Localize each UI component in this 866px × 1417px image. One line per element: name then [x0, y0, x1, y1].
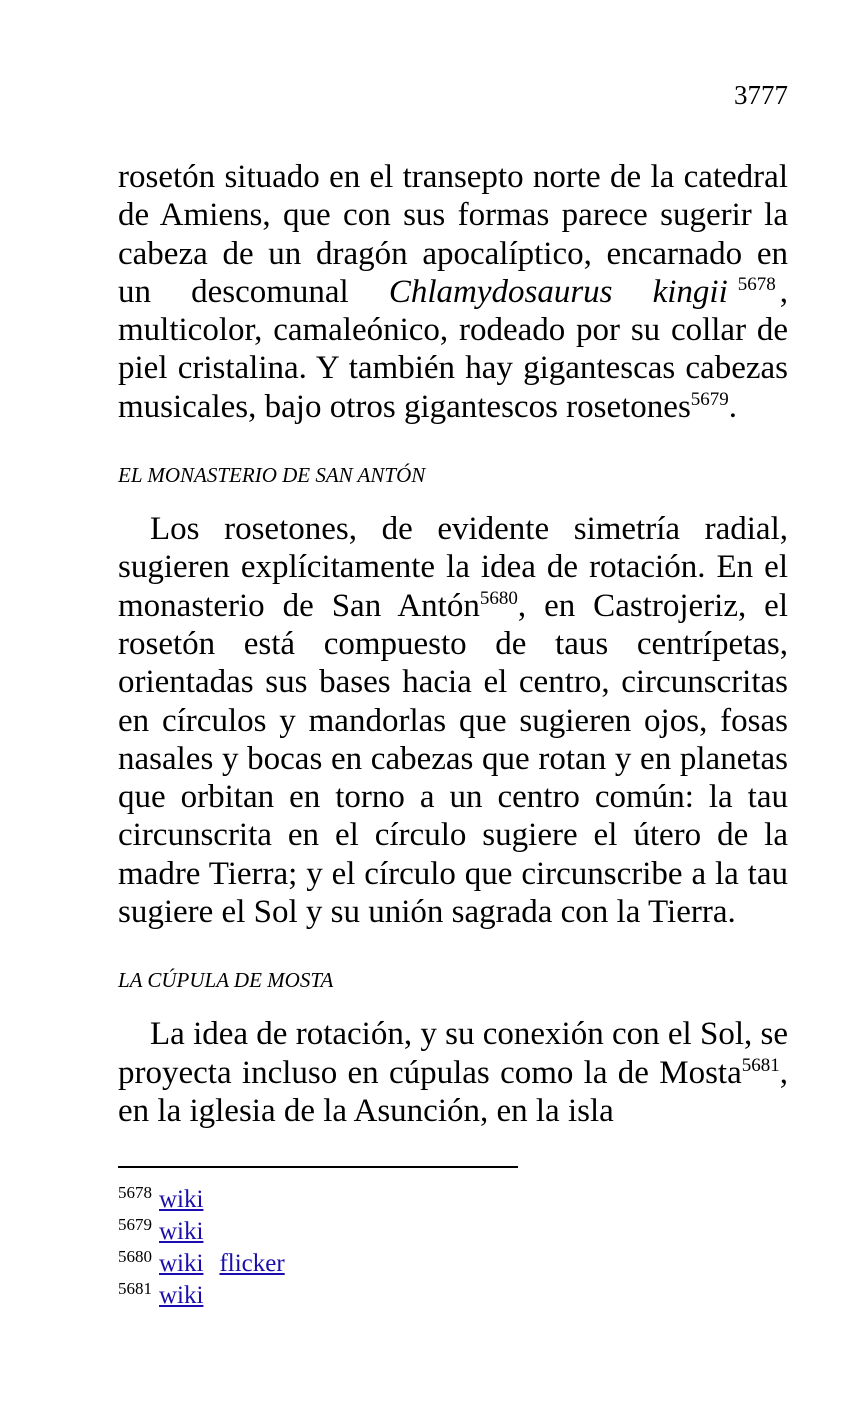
paragraph-3	[118, 1015, 788, 1130]
footnote-wiki-link[interactable]: wiki	[159, 1218, 204, 1245]
paragraph-text: .	[728, 388, 738, 425]
footnote-flicker-link[interactable]: flicker	[219, 1250, 285, 1277]
paragraph-text: rosetón situado en el transepto norte de la catedral de Amiens, que con sus formas parece sugerir la cabeza de un dragón apocalíptico, encarnado en un descomunal	[118, 159, 788, 310]
footnote-ref-5679[interactable]: 5679	[690, 388, 729, 410]
paragraph-text: La idea de rotación, y su conexión con el Sol, se proyecta incluso en cúpulas como la de Mosta	[118, 1016, 788, 1091]
footnote-divider	[118, 1166, 518, 1168]
footnote-number: 5680	[118, 1246, 152, 1266]
footnote-ref-5678[interactable]: 5678	[737, 273, 776, 295]
footnote-number: 5678	[118, 1182, 152, 1202]
footnote-ref-5680[interactable]: 5680	[479, 587, 518, 609]
page-body	[118, 158, 788, 1130]
paragraph-1	[118, 158, 788, 426]
paragraph-text: , en la iglesia de la Asunción, en la isla	[118, 1054, 788, 1129]
footnote-number: 5681	[118, 1278, 152, 1298]
footnote-5681	[118, 1280, 285, 1312]
paragraph-text: , multicolor, camaleónico, rodeado por su collar de piel cristalina. Y también hay gigantescas cabezas musicales, bajo otros gigantescos rosetones	[118, 273, 788, 425]
paragraph-2	[118, 510, 788, 931]
section-heading-san-anton: EL MONASTERIO DE SAN ANTÓN	[118, 463, 426, 488]
page-number: 3777	[734, 80, 788, 110]
footnote-5680	[118, 1248, 285, 1280]
species-name: Chlamydosaurus kingii	[388, 273, 728, 310]
footnote-5678	[118, 1184, 285, 1216]
paragraph-text: Los rosetones, de evidente simetría radial, sugieren explícitamente la idea de rotación. En el monasterio de San Antón	[118, 511, 788, 624]
footnote-wiki-link[interactable]: wiki	[159, 1186, 204, 1213]
footnote-ref-5681[interactable]: 5681	[741, 1054, 780, 1076]
paragraph-text: , en Castrojeriz, el rosetón está compuesto de taus centrípetas, orientadas sus bases hacia el centro, circunscritas en círculos y mandorlas que sugieren ojos, fosas nasales y bocas en cabezas que rotan y en planetas que orbitan en torno a un centro común: la tau circunscrita en el círculo sugiere el útero de la madre Tierra; y el círculo que circunscribe a la tau sugiere el Sol y su unión sagrada con la Tierra.	[118, 587, 788, 931]
footnotes	[118, 1184, 285, 1312]
footnote-wiki-link[interactable]: wiki	[159, 1250, 204, 1277]
footnote-number: 5679	[118, 1214, 152, 1234]
section-heading-mosta: LA CÚPULA DE MOSTA	[118, 968, 334, 993]
footnote-wiki-link[interactable]: wiki	[159, 1282, 204, 1309]
footnote-5679	[118, 1216, 285, 1248]
